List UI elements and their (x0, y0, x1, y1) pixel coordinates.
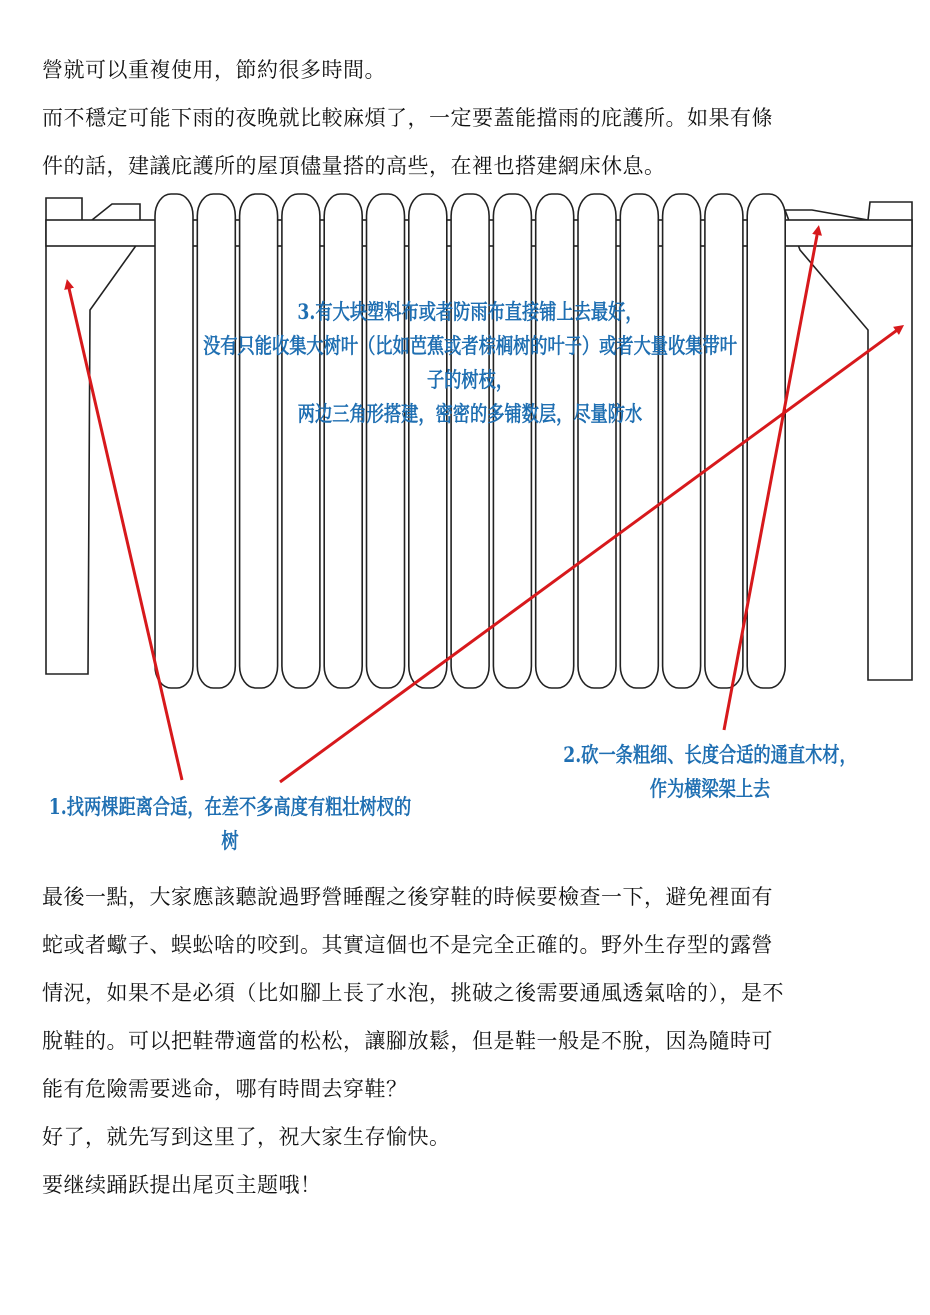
note-line: 没有只能收集大树叶（比如芭蕉或者棕榈树的叶子）或者大量收集带叶子的树枝， (203, 333, 737, 392)
text-line: 好了，就先写到这里了，祝大家生存愉快。 (42, 1125, 451, 1149)
roof-plank (240, 194, 278, 688)
roof-plank (324, 194, 362, 688)
text-line: 最後一點，大家應該聽說過野營睡醒之後穿鞋的時候要檢查一下，避免裡面有 (42, 885, 773, 909)
roof-plank (451, 194, 489, 688)
roof-plank (409, 194, 447, 688)
roof-instruction-note (199, 295, 740, 431)
roof-plank (282, 194, 320, 688)
text-line: 脫鞋的。可以把鞋帶適當的松松，讓腳放鬆，但是鞋一般是不脫，因為隨時可 (42, 1029, 773, 1053)
text-line: 營就可以重複使用，節約很多時間。 (42, 58, 386, 82)
roof-plank (663, 194, 701, 688)
left-tree (46, 198, 140, 674)
roof-plank (367, 194, 405, 688)
tree-instruction-note (41, 790, 418, 858)
roof-plank (578, 194, 616, 688)
note-line: 作为横梁架上去 (649, 776, 771, 801)
right-tree (785, 202, 912, 680)
note-line: 两边三角形搭建，密密的多铺数层，尽量防水 (297, 401, 643, 426)
note-line: 1.找两棵距离合适，在差不多高度有粗壮树杈的树 (48, 794, 412, 853)
text-line: 蛇或者蠍子、蜈蚣啥的咬到。其實這個也不是完全正確的。野外生存型的露營 (42, 933, 773, 957)
roof-plank (620, 194, 658, 688)
roof-plank (493, 194, 531, 688)
roof-plank (155, 194, 193, 688)
text-line: 情況，如果不是必須（比如腳上長了水泡，挑破之後需要通風透氣啥的），是不 (42, 981, 784, 1005)
note-line: 3.有大块塑料布或者防雨布直接铺上去最好， (297, 299, 643, 324)
intro-paragraph (42, 46, 902, 190)
roof-plank (197, 194, 235, 688)
roof-plank (536, 194, 574, 688)
text-line: 要继续踊跃提出尾页主题哦！ (42, 1173, 322, 1197)
beam-instruction-note (513, 738, 907, 806)
text-line: 件的話，建議庇護所的屋頂儘量搭的高些，在裡也搭建網床休息。 (42, 154, 666, 178)
note-line: 2.砍一条粗细、长度合适的通直木材， (563, 742, 857, 767)
roof-planks (155, 194, 785, 688)
text-line: 而不穩定可能下雨的夜晚就比較麻煩了，一定要蓋能擋雨的庇護所。如果有條 (42, 106, 773, 130)
text-line: 能有危險需要逃命，哪有時間去穿鞋？ (42, 1077, 408, 1101)
roof-plank (705, 194, 743, 688)
closing-paragraph (42, 873, 902, 1209)
